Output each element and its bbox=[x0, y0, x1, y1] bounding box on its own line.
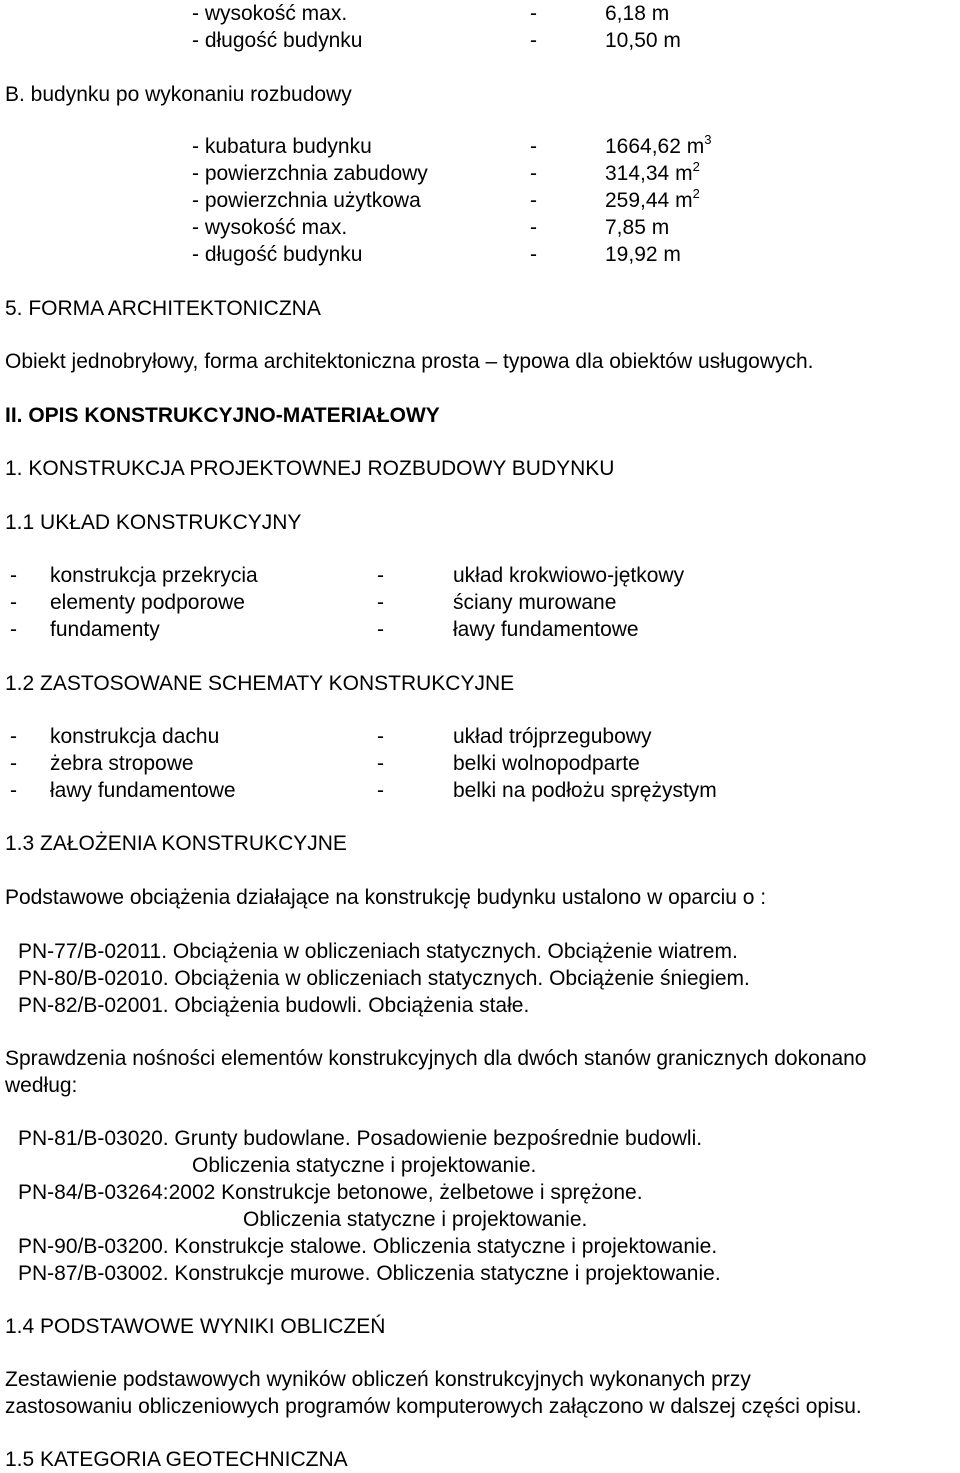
list-label: elementy podporowe bbox=[50, 591, 245, 614]
subsection-heading: 1.2 ZASTOSOWANE SCHEMATY KONSTRUKCYJNE bbox=[5, 672, 515, 695]
list-label: fundamenty bbox=[50, 618, 160, 641]
spec-value: 6,18 m bbox=[605, 2, 670, 25]
norm-item: PN-81/B-03020. Grunty budowlane. Posadowienie bezpośrednie budowli. bbox=[18, 1127, 703, 1150]
subsection-heading: 1.1 UKŁAD KONSTRUKCYJNY bbox=[5, 511, 302, 534]
list-value: układ krokwiowo-jętkowy bbox=[453, 564, 685, 587]
list-dash: - bbox=[10, 752, 17, 775]
list-label: ławy fundamentowe bbox=[50, 779, 236, 802]
list-dash: - bbox=[377, 725, 384, 748]
subsection-heading: 1.3 ZAŁOŻENIA KONSTRUKCYJNE bbox=[5, 832, 347, 855]
paragraph: Podstawowe obciążenia działające na konstrukcję budynku ustalono w oparciu o : bbox=[5, 886, 767, 909]
norm-item: PN-87/B-03002. Konstrukcje murowe. Obliczenia statyczne i projektowanie. bbox=[18, 1262, 721, 1285]
norm-item: PN-90/B-03200. Konstrukcje stalowe. Obliczenia statyczne i projektowanie. bbox=[18, 1235, 718, 1258]
norm-item-continuation: Obliczenia statyczne i projektowanie. bbox=[192, 1154, 537, 1177]
section-heading: 1. KONSTRUKCJA PROJEKTOWNEJ ROZBUDOWY BUDYNKU bbox=[5, 457, 615, 480]
list-value: ławy fundamentowe bbox=[453, 618, 639, 641]
list-value: belki na podłożu sprężystym bbox=[453, 779, 717, 802]
norm-item-continuation: Obliczenia statyczne i projektowanie. bbox=[243, 1208, 588, 1231]
paragraph-line: Sprawdzenia nośności elementów konstrukcyjnych dla dwóch stanów granicznych dokonano bbox=[5, 1047, 867, 1070]
paragraph-line: według: bbox=[5, 1074, 78, 1097]
list-dash: - bbox=[377, 591, 384, 614]
spec-label: - kubatura budynku bbox=[192, 135, 372, 158]
norm-item: PN-80/B-02010. Obciążenia w obliczeniach statycznych. Obciążenie śniegiem. bbox=[18, 967, 750, 990]
subsection-heading: 1.4 PODSTAWOWE WYNIKI OBLICZEŃ bbox=[5, 1315, 386, 1338]
spec-label: - długość budynku bbox=[192, 29, 363, 52]
spec-label: - wysokość max. bbox=[192, 2, 348, 25]
list-dash: - bbox=[10, 618, 17, 641]
spec-dash: - bbox=[530, 2, 537, 25]
spec-dash: - bbox=[530, 243, 537, 266]
spec-value: 259,44 $m^2$ bbox=[605, 186, 700, 212]
list-label: konstrukcja dachu bbox=[50, 725, 220, 748]
spec-dash: - bbox=[530, 189, 537, 212]
spec-dash: - bbox=[530, 162, 537, 185]
list-value: belki wolnopodparte bbox=[453, 752, 640, 775]
spec-label: - długość budynku bbox=[192, 243, 363, 266]
norm-item: PN-77/B-02011. Obciążenia w obliczeniach statycznych. Obciążenie wiatrem. bbox=[18, 940, 738, 963]
list-dash: - bbox=[10, 564, 17, 587]
spec-value: 10,50 m bbox=[605, 29, 681, 52]
spec-label: - powierzchnia użytkowa bbox=[192, 189, 421, 212]
spec-value: 19,92 m bbox=[605, 243, 681, 266]
spec-value: 314,34 $m^2$ bbox=[605, 159, 700, 185]
spec-value: 1664,62 $m^3$ bbox=[605, 132, 712, 158]
list-dash: - bbox=[377, 564, 384, 587]
subsection-heading: 1.5 KATEGORIA GEOTECHNICZNA bbox=[5, 1448, 348, 1471]
spec-label: - wysokość max. bbox=[192, 216, 348, 239]
list-dash: - bbox=[10, 779, 17, 802]
list-value: ściany murowane bbox=[453, 591, 617, 614]
list-dash: - bbox=[377, 618, 384, 641]
spec-label: - powierzchnia zabudowy bbox=[192, 162, 428, 185]
spec-dash: - bbox=[530, 135, 537, 158]
list-dash: - bbox=[10, 591, 17, 614]
list-value: układ trójprzegubowy bbox=[453, 725, 652, 748]
spec-dash: - bbox=[530, 216, 537, 239]
section-heading: 5. FORMA ARCHITEKTONICZNA bbox=[5, 297, 321, 320]
spec-dash: - bbox=[530, 29, 537, 52]
paragraph: Obiekt jednobryłowy, forma architektoniczna prosta – typowa dla obiektów usługowych. bbox=[5, 350, 814, 373]
norm-item: PN-84/B-03264:2002 Konstrukcje betonowe, żelbetowe i sprężone. bbox=[18, 1181, 643, 1204]
list-dash: - bbox=[377, 779, 384, 802]
list-dash: - bbox=[10, 725, 17, 748]
chapter-heading: II. OPIS KONSTRUKCYJNO-MATERIAŁOWY bbox=[5, 404, 440, 427]
norm-item: PN-82/B-02001. Obciążenia budowli. Obciążenia stałe. bbox=[18, 994, 530, 1017]
paragraph-line: zastosowaniu obliczeniowych programów komputerowych załączono w dalszej części opisu. bbox=[5, 1395, 862, 1418]
paragraph-line: Zestawienie podstawowych wyników obliczeń konstrukcyjnych wykonanych przy bbox=[5, 1368, 751, 1391]
spec-value: 7,85 m bbox=[605, 216, 670, 239]
list-label: konstrukcja przekrycia bbox=[50, 564, 258, 587]
section-heading: B. budynku po wykonaniu rozbudowy bbox=[5, 83, 352, 106]
list-label: żebra stropowe bbox=[50, 752, 194, 775]
list-dash: - bbox=[377, 752, 384, 775]
